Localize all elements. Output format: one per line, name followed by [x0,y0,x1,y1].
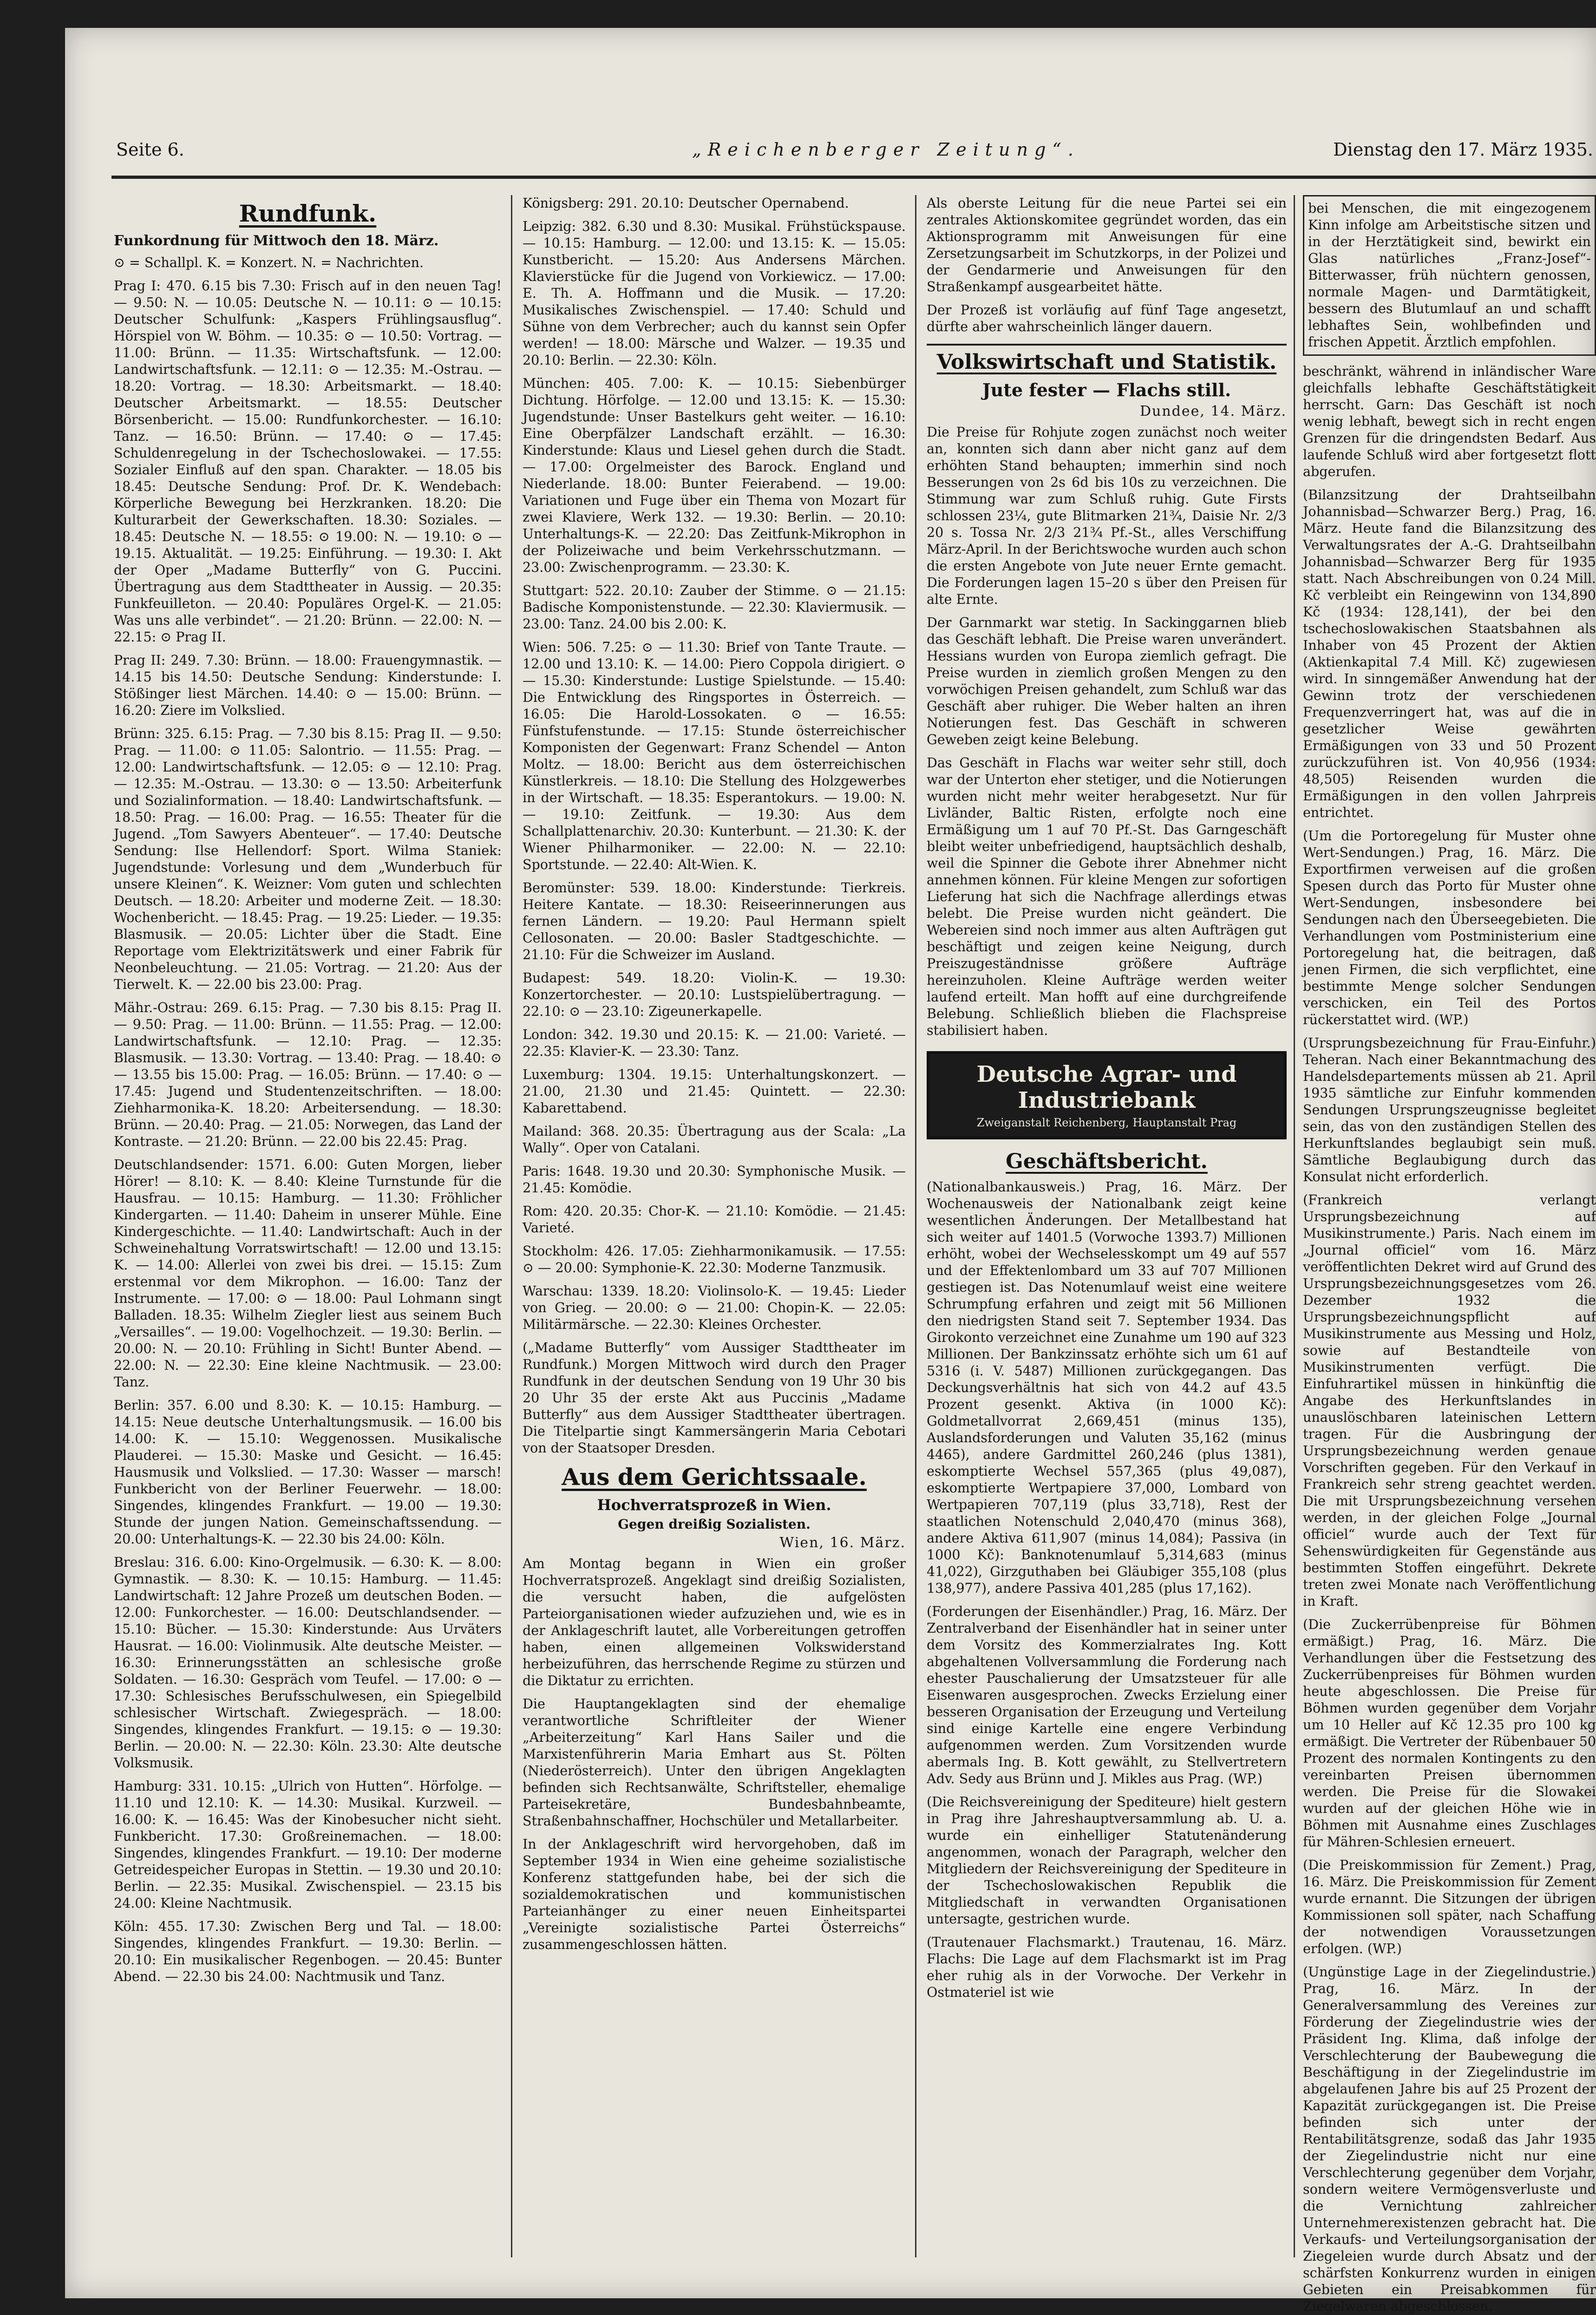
column-business [1303,195,1596,2314]
economy-dateline: Dundee, 14. März. [1139,403,1287,419]
radio-paragraph: ⊙ = Schallpl. K. = Konzert. N. = Nachrichten. [114,255,424,270]
court-paragraph: Am Montag begann in Wien ein großer Hochverratsprozeß. Angeklagt sind dreißig Sozialisten, die versucht haben, die aufgelösten Parteiorganisationen wieder aufzuziehen und, wie es in der Anklageschrift lautet, alle Vorbereitungen getroffen haben, einen allgemeinen Volkswiderstand herbeizuführen, das herrschende Regime zu stürzen und die Diktatur zu errichten. [523,1556,906,1688]
bitterwasser-notice-box [1303,195,1596,356]
radio-paragraph: Paris: 1648. 19.30 und 20.30: Symphonische Musik. — 21.45: Komödie. [523,1164,906,1196]
section-title-report: Geschäftsbericht. [1006,1150,1208,1173]
economy-paragraph: Die Preise für Rohjute zogen zunächst noch weiter an, konnten sich dann aber nicht ganz auf dem erhöhten Stand behaupten; immerhin sind noch Besserungen von 2s 6d bis 10s zu verzeichnen. Die Stimmung war zum Schluß ruhig. Gute Firsts schlossen 23¼, gute Blitmarken 21¾, Daisie Nr. 2/3 20 s. Tossa Nr. 2/3 21¾ Pf.-St., alles Verschiffung März-April. In der Berichtswoche wurden auch schon die ersten Angebote von Jute neuer Ernte gemacht. Die Forderungen lagen 15–20 s über den Preisen für alte Ernte. [927,425,1287,607]
report-paragraph: (Forderungen der Eisenhändler.) Prag, 16. März. Der Zentralverband der Eisenhändler hat in seiner unter dem Vorsitz des Kommerzialrates Ing. Kott abgehaltenen Vollversammlung die Forderung nach ehester Pauschalierung der Umsatzsteuer für alle Eisenwaren ausgesprochen. Zwecks Erzielung einer besseren Organisation der Erzeugung und Verteilung sind einige Kartelle eine engere Verbindung aufgenommen werden. Zum Vorsitzenden wurde abermals Ing. B. Kott gewählt, zu Stellvertretern Adv. Sedy aus Brünn und J. Mikles aus Prag. (WP.) [927,1604,1287,1786]
column-economy [927,195,1287,2267]
bitterwasser-notice: bei Menschen, die mit eingezogenem Kinn infolge am Arbeitstische sitzen und in der Herztätigkeit sind, bewirkt ein Glas natürliches „Franz-Josef“-Bitterwasser, früh nüchtern genossen, normale Magen- und Darmtätigkeit, bessern des Blutumlauf an und schafft lebhaftes Sein, wohlbefinden und frischen Appetit. Ärztlich empfohlen. [1308,201,1591,350]
column-divider [915,195,916,2257]
radio-paragraph: Köln: 455. 17.30: Zwischen Berg und Tal. — 18.00: Singendes, klingendes Frankfurt. — 19.30: Berlin. — 20.10: Ein musikalischer Regenbogen. — 20.45: Bunter Abend. — 22.30 bis 24.00: Nachtmusik und Tanz. [114,1919,502,1984]
business-paragraph: (Frankreich verlangt Ursprungsbezeichnung auf Musikinstrumente.) Paris. Nach einem im „Journal officiel“ vom 16. März veröffentlichten Dekret wird auf Grund des Ursprungsbezeichnungsgesetzes vom 26. Dezember 1932 die Ursprungsbezeichnungspflicht auf Musikinstrumente aus Messing und Holz, sowie auf Bestandteile von Musikinstrumenten verfügt. Die Einfuhrartikel müssen in hinkünftig die Angabe des Herkunftslandes in unauslöschbaren lateinischen Lettern tragen. Für die Ausbringung der Ursprungsbezeichnung werden genaue Vorschriften gegeben. Für den Verkauf in Frankreich sehr streng geachtet werden. Die mit Ursprungsbezeichnung versehen werden, in der gleichen Folge „Journal officiel“ wurde auch der Text für Sehenswürdigkeiten für Gegenstände aus bestimmten Stoffen eingeführt. Dekrete treten zwei Monate nach Veröffentlichung in Kraft. [1303,1192,1596,1609]
bank-advertisement [927,1051,1287,1139]
newspaper-page [65,28,1596,2314]
radio-paragraph: Prag II: 249. 7.30: Brünn. — 18.00: Frauengymnastik. — 14.15 bis 14.50: Deutsche Sendung: Kinderstunde: I. Stößinger liest Märchen. 14.40: ⊙ — 15.00: Brünn. — 16.20: Ziere im Volkslied. [114,653,502,718]
report-paragraph: (Nationalbankausweis.) Prag, 16. März. Der Wochenausweis der Nationalbank zeigt keine wesentlichen Änderungen. Der Metallbestand hat sich weiter auf 1401.5 (Vorwoche 1393.7) Millionen erhöht, wobei der Wechselesskompt um 49 auf 557 und der Effektenlombard um 33 auf 707 Millionen gestiegen ist. Das Notenumlauf weist eine weitere Schrumpfung erfahren und zeigt mit 56 Millionen den niedrigsten Stand seit 7. September 1934. Das Girokonto verzeichnet eine Zunahme um 190 auf 323 Millionen. Der Bankzinssatz erhöhte sich um 61 auf 5316 (i. V. 5487) Millionen zurückgegangen. Das Deckungsverhältnis hat sich von 44.2 auf 43.5 Prozent gesenkt. Aktiva (in 1000 Kč): Goldmetallvorrat 2,669,451 (minus 135), Auslandsforderungen und Valuten 35,162 (minus 4465), andere Gardmittel 260,246 (plus 1381), eskomptierte Wechsel 557,365 (plus 49,087), eskomptierte Wertpapiere 37,000, Lombard von Wertpapieren 707,119 (plus 33,718), Rest der staatlichen Notenschuld 2,040,470 (minus 368), andere Aktiva 611,907 (minus 14,084); Passiva (in 1000 Kč): Banknotenumlauf 5,314,683 (minus 41,022), Girzguthaben bei Gläubiger 355,108 (plus 138,977), andere Passiva 401,285 (plus 17,162). [927,1179,1287,1596]
column-divider [1294,195,1295,2257]
business-paragraph: (Ungünstige Lage in der Ziegelindustrie.) Prag, 16. März. In der Generalversammlung des Vereines zur Förderung der Ziegelindustrie wies der Präsident Ing. Klima, daß infolge der Verschlechterung der Baubewegung die Beschäftigung in der Ziegelindustrie im abgelaufenen Jahre bis auf 25 Prozent der Kapazität zurückgegangen ist. Die Preise befinden sich unter der Rentabilitätsgrenze, sodaß das Jahr 1935 der Ziegelindustrie nicht nur eine Verschlechterung gegenüber dem Vorjahr, sondern weitere Vermögensverluste und die Vernichtung zahlreicher Unternehmerexistenzen gebracht hat. Die Verkaufs- und Verteilungsorganisation der Ziegeleien wurde durch Absatz und der schärfsten Konkurrenz wurden in einigen Gebieten ein Preisabkommen für Ziegelwaren abgeschlossen. [1303,1964,1596,2314]
radio-subtitle: Funkordnung für Mittwoch den 18. März. [114,233,439,249]
radio-paragraph: Deutschlandsender: 1571. 6.00: Guten Morgen, lieber Hörer! — 8.10: K. — 8.40: Kleine Turnstunde für die Hausfrau. — 10.15: Hamburg. — 11.30: Fröhlicher Kindergarten. — 11.40: Daheim in unserer Mühle. Eine Kindergeschichte. — 11.40: Landwirtschaft: Auch in der Schweinehaltung Vorratswirtschaft! — 12.00 und 13.15: K. — 14.00: Allerlei von zwei bis drei. — 15.15: Zum erstenmal vor dem Mikrophon. — 16.00: Tanz der Instrumente. — 17.00: ⊙ — 18.00: Paul Lohmann singt Balladen. 18.35: Wilhelm Ziegler liest aus seinem Buch „Versailles“. — 19.00: Vogelhochzeit. — 19.30: Berlin. — 20.00: N. — 20.10: Frühling in Sicht! Bunter Abend. — 22.00: N. — 22.30: Eine kleine Nachtmusik. — 23.00: Tanz. [114,1157,502,1390]
business-paragraph: beschränkt, während in inländischer Ware gleichfalls lebhafte Geschäftstätigkeit herrscht. Garn: Das Geschäft ist noch wenig lebhaft, bewegt sich in recht engen Grenzen für die dringendsten Bedarf. Aus laufende Schluß wird aber fortgesetzt flott abgerufen. [1303,364,1596,479]
radio-paragraph: Berlin: 357. 6.00 und 8.30: K. — 10.15: Hamburg. — 14.15: Neue deutsche Unterhaltungsmusik. — 16.00 bis 14.00: K. — 15.10: Weggenossen. Musikalische Plauderei. — 15.30: Maske und Gesicht. — 16.45: Hausmusik und Volkslied. — 17.30: Wasser — marsch! Funkbericht von der Berliner Feuerwehr. — 18.00: Singendes, klingendes Frankfurt. — 19.00 — 19.30: Stunde der jungen Nation. Gemeinschaftssendung. — 20.00: Unterhaltungs-K. — 22.30 bis 24.00: Köln. [114,1398,502,1547]
radio-paragraph: London: 342. 19.30 und 20.15: K. — 21.00: Varieté. — 22.35: Klavier-K. — 23.30: Tanz. [523,1027,906,1059]
radio-paragraph: Brünn: 325. 6.15: Prag. — 7.30 bis 8.15: Prag II. — 9.50: Prag. — 11.00: ⊙ 11.05: Salontrio. — 11.55: Prag. — 12.00: Landwirtschaftsfunk. — 12.05: ⊙ — 12.10: Prag. — 12.35: M.-Ostrau. — 13.30: ⊙ — 13.50: Arbeiterfunk und Sozialinformation. — 18.40: Landwirtschaftsfunk. — 18.50: Prag. — 16.00: Prag. — 16.55: Theater für die Jugend. „Tom Sawyers Abenteuer“. — 17.40: Deutsche Sendung: Ilse Hellendorf: Sport. Wilma Staniek: Jugendstunde: Vorlesung und dem „Wunderbuch für unsere Kleinen“. K. Weizner: Vom guten und schlechten Deutsch. — 18.20: Arbeiter und moderne Zeit. — 18.30: Wochenbericht. — 18.45: Prag. — 19.25: Lieder. — 19.35: Blasmusik. — 20.05: Lichter über die Stadt. Eine Reportage vom Elektrizitätswerk und einer Fabrik für Neonbeleuchtung. — 21.05: Vortrag. — 21.20: Aus der Tierwelt. K. — 22.00 bis 23.00: Prag. [114,726,502,992]
bank-ad-branch: Zweiganstalt Reichenberg, Hauptanstalt Prag [976,1116,1237,1129]
economy-paragraph: Der Garnmarkt war stetig. In Sackinggarnen blieb das Geschäft lebhaft. Die Preise waren unverändert. Hessians wurden von Europa ziemlich gefragt. Die Preise wurden in ziemlich großen Mengen zu den vorwöchigen Preisen gehandelt, zum Schluß war das Geschäft aber ruhiger. Die Weber halten an ihren Notierungen fest. Das Geschäft in schweren Geweben zeigt keine Belebung. [927,615,1287,747]
radio-paragraph: Leipzig: 382. 6.30 und 8.30: Musikal. Frühstückspause. — 10.15: Hamburg. — 12.00: und 13.15: K. — 15.05: Kunstbericht. — 15.20: Aus Andersens Märchen. Klavierstücke für die Jugend von Vorkiewicz. — 17.00: E. Th. A. Hoffmann und die Musik. — 17.20: Musikalisches Zwischenspiel. — 17.40: Schuld und Sühne von dem Verbrecher; auch du kannst sein Opfer werden! — 18.00: Märsche und Walzer. — 19.35 und 20.10: Berlin. — 22.30: Köln. [523,219,906,368]
business-paragraph: (Ursprungsbezeichnung für Frau-Einfuhr.) Teheran. Nach einer Bekanntmachung des Handelsdepartements müssen ab 21. April 1935 sämtliche zur Einfuhr kommenden Sendungen Ursprungszeugnisse begleitet sein, das von den zuständigen Stellen des Herkunftslandes beglaubigt sein muß. Sämtliche Beglaubigung durch das Konsulat nicht erforderlich. [1303,1035,1596,1184]
radio-paragraph: Prag I: 470. 6.15 bis 7.30: Frisch auf in den neuen Tag! — 9.50: N. — 10.05: Deutsche N. — 10.11: ⊙ — 10.15: Deutscher Schulfunk: „Kaspers Frühlingsausflug“. Hörspiel von W. Böhm. — 10.35: ⊙ — 10.50: Vortrag. — 11.00: Brünn. — 11.35: Wirtschaftsfunk. — 12.00: Landwirtschaftsfunk. — 12.11: ⊙ — 12.35: M.-Ostrau. — 18.20: Vortrag. — 18.30: Arbeitsmarkt. — 18.40: Deutscher Arbeitsmarkt. — 18.55: Deutscher Börsenbericht. — 15.00: Rundfunkorchester. — 16.10: Tanz. — 16.50: Brünn. — 17.40: ⊙ — 17.45: Schuldenregelung in der Tschechoslowakei. — 17.55: Sozialer Einfluß auf den span. Charakter. — 18.05 bis 18.45: Deutsche Sendung: Prof. Dr. K. Wendebach: Körperliche Bewegung bei Herzkranken. 18.20: Die Kulturarbeit der Gewerkschaften. 18.30: Soziales. — 18.45: Deutsche N. — 18.55: ⊙ 19.00: N. — 19.10: ⊙ — 19.15. Aktualität. — 19.25: Einführung. — 19.30: I. Akt der Oper „Madame Butterfly“ von G. Puccini. Übertragung aus dem Stadttheater in Aussig. — 20.35: Funkfeuilleton. — 20.40: Populäres Orgel-K. — 21.05: Was uns alle verbindet“. — 21.20: Brünn. — 22.00: N. — 22.15: ⊙ Prag II. [114,278,502,645]
section-title-rundfunk: Rundfunk. [239,200,377,227]
business-paragraph: (Bilanzsitzung der Drahtseilbahn Johannisbad—Schwarzer Berg.) Prag, 16. März. Heute fand die Bilanzsitzung des Verwaltungsrates der A.-G. Drahtseilbahn Johannisbad—Schwarzer Berg für 1935 statt. Nach Abschreibungen von 0.24 Mill. Kč verbleibt ein Reingewinn von 134,890 Kč (1934: 128,141), der bei den tschechoslowakischen Staatsbahnen als Inhaber von 45 Prozent der Aktien (Aktienkapital 7.4 Mill. Kč) zugewiesen wird. In sinngemäßer Anwendung hat der Gewinn trotz der verschiedenen Frequenzverringert hat, was auf die in gesetzlicher Weise gewährten Ermäßigungen von 33 und 50 Prozent zurückzuführen ist. Von 40,956 (1934: 48,505) Reisenden wurden die Ermäßigungen in den vollen Jahrpreis entrichtet. [1303,487,1596,820]
radio-paragraph: München: 405. 7.00: K. — 10.15: Siebenbürger Dichtung. Hörfolge. — 12.00 und 13.15: K. — 15.30: Jugendstunde: Unser Bastelkurs geht weiter. — 16.10: Eine Oberpfälzer Landschaft erzählt. — 16.30: Kinderstunde: Klaus und Liesel gehen durch die Stadt. — 17.00: Orgelmeister des Barock. England und Niederlande. 18.00: Bunter Feierabend. — 19.00: Variationen und Fuge über ein Thema von Mozart für zwei Klaviere, Werk 132. — 19.30: Berlin. — 20.10: Unterhaltungs-K. — 22.20: Das Zeitfunk-Mikrophon in der Polizeiwache und beim Verkehrsschutzmann. — 23.00: Zwischenprogramm. — 23.30: K. [523,376,906,575]
header-rule [111,176,1596,179]
page-header [116,139,1593,172]
radio-paragraph: Rom: 420. 20.35: Chor-K. — 21.10: Komödie. — 21.45: Varieté. [523,1203,906,1236]
radio-paragraph: Hamburg: 331. 10.15: „Ulrich von Hutten“. Hörfolge. — 11.10 und 12.10: K. — 14.30: Musikal. Kurzweil. — 16.00: K. — 16.45: Was der Kinobesucher nicht sieht. Funkbericht. 17.30: Großreinemachen. — 18.00: Singendes, klingendes Frankfurt. — 19.10: Der moderne Getreidespeicher Europas in Stettin. — 19.30 und 20.10: Berlin. — 22.35: Musikal. Zwischenspiel. — 23.15 bis 24.00: Kleine Nachtmusik. [114,1779,502,1911]
page-number: Seite 6. [116,139,184,160]
radio-paragraph: Breslau: 316. 6.00: Kino-Orgelmusik. — 6.30: K. — 8.00: Gymnastik. — 8.30: K. — 10.15: Hamburg. — 11.45: Landwirtschaft: 12 Jahre Prozeß um deutschen Boden. — 12.00: Funkorchester. — 16.00: Deutschlandsender. — 15.10: Bücher. — 15.30: Kinderstunde: Aus Urväters Hausrat. — 16.00: Violinmusik. Alte deutsche Meister. — 16.30: Erinnerungsstätten an schlesische große Soldaten. — 16.30: Gespräch vom Teufel. — 17.00: ⊙ — 17.30: Schlesisches Berufsschulwesen, ein Spiegelbild schlesischer Wirtschaft. Zwiegespräch. — 18.00: Singendes, klingendes Frankfurt. — 19.15: ⊙ — 19.30: Berlin. — 20.00: N. — 22.30: Köln. 23.30: Alte deutsche Volksmusik. [114,1555,502,1771]
radio-paragraph: Mähr.-Ostrau: 269. 6.15: Prag. — 7.30 bis 8.15: Prag II. — 9.50: Prag. — 11.00: Brünn. — 11.55: Prag. — 12.00: Landwirtschaftsfunk. — 12.10: Prag. — 12.35: Blasmusik. — 13.30: Vortrag. — 13.40: Prag. — 18.40: ⊙ — 13.55 bis 15.00: Prag. — 16.05: Brünn. — 17.40: ⊙ — 17.45: Jugend und Studentenzeitschriften. — 18.00: Ziehharmonika-K. 18.20: Arbeitersendung. — 18.30: Brünn. — 20.40: Prag. — 21.05: Norwegen, das Land der Kontraste. — 21.20: Brünn. — 22.00 bis 22.45: Prag. [114,1000,502,1149]
radio-paragraph: Budapest: 549. 18.20: Violin-K. — 19.30: Konzertorchester. — 20.10: Lustspielübertragung. — 22.10: ⊙ — 23.10: Zigeunerkapelle. [523,970,906,1019]
radio-paragraph: Stuttgart: 522. 20.10: Zauber der Stimme. ⊙ — 21.15: Badische Komponistenstunde. — 22.30: Klaviermusik. — 23.00: Tanz. 24.00 bis 2.00: K. [523,583,906,632]
radio-paragraph: Mailand: 368. 20.35: Übertragung aus der Scala: „La Wally“. Oper von Catalani. [523,1124,906,1156]
column-radio [114,195,502,2267]
section-title-court: Aus dem Gerichtssaale. [562,1463,867,1491]
radio-paragraph: Königsberg: 291. 20.10: Deutscher Opernabend. [523,196,849,211]
court-paragraph: Der Prozeß ist vorläufig auf fünf Tage angesetzt, dürfte aber wahrscheinlich länger dauern. [927,302,1287,334]
butterfly-notice: („Madame Butterfly“ vom Aussiger Stadttheater im Rundfunk.) Morgen Mittwoch wird durch den Prager Rundfunk in der deutschen Sendung von 19 Uhr 30 bis 20 Uhr 35 der erste Akt aus Puccinis „Madame Butterfly“ aus dem Aussiger Stadttheater übertragen. Die Titelpartie singt Kammersängerin Maria Cebotari von der Staatsoper Dresden. [523,1340,906,1456]
radio-paragraph: Beromünster: 539. 18.00: Kinderstunde: Tierkreis. Heitere Kantate. — 18.30: Reiseerinnerungen aus fernen Ländern. — 19.20: Paul Hermann spielt Cellosonaten. — 20.00: Basler Stadtgeschichte. — 21.10: Für die Schweizer im Ausland. [523,880,906,962]
business-paragraph: (Die Zuckerrübenpreise für Böhmen ermäßigt.) Prag, 16. März. Die Verhandlungen über die Festsetzung des Zuckerrübenpreises für Böhmen wurden heute abgeschlossen. Die Preise für Böhmen wurden gegenüber dem Vorjahr um 10 Heller auf Kč 12.35 pro 100 kg ermäßigt. Die Vertreter der Rübenbauer 50 Prozent des normalen Kontingents zu den vereinbarten Preisen übernommen werden. Die Preise für die Slowakei wurden auf der gleichen Höhe wie in Böhmen mit Ausnahme eines Zuschlages für Mähren-Schlesien erneuert. [1303,1617,1596,1850]
court-subheadline: Gegen dreißig Sozialisten. [618,1517,811,1532]
business-paragraph: (Um die Portoregelung für Muster ohne Wert-Sendungen.) Prag, 16. März. Die Exportfirmen verweisen auf die großen Spesen durch das Porto für Muster ohne Wert-Sendungen, insbesondere bei Sendungen nach den Überseegebieten. Die Verhandlungen vom Postministerium eine Portoregelung hat, die beitragen, daß jenen Firmen, die sich verpflichtet, eine bestimmte Menge solcher Sendungen verschicken, ein Teil des Portos rückerstattet wird. (WP.) [1303,828,1596,1027]
economy-headline: Jute fester — Flachs still. [982,379,1231,400]
court-paragraph: Als oberste Leitung für die neue Partei sei ein zentrales Aktionskomitee gegründet worden, das ein Aktionsprogramm mit Anweisungen für eine Zersetzungsarbeit im Schutzkorps, in der Polizei und der Gendarmerie und Anweisungen für den Straßenkampf ausgearbeitet hätte. [927,196,1287,294]
court-paragraph: Die Hauptangeklagten sind der ehemalige verantwortliche Schriftleiter der Wiener „Arbeiterzeitung“ Karl Hans Sailer und die Marxistenführerin Maria Emhart aus St. Pölten (Niederösterreich). Unter den übrigen Angeklagten befinden sich Rechtsanwälte, Schriftsteller, ehemalige Parteisekretäre, Bundesbahnbeamte, Straßenbahnschaffner, Hochschüler und Metallarbeiter. [523,1696,906,1829]
section-divider [927,344,1287,346]
column-radio-court [523,195,906,2267]
radio-paragraph: Wien: 506. 7.25: ⊙ — 11.30: Brief von Tante Traute. — 12.00 und 13.10: K. — 14.00: Piero Coppola dirigiert. ⊙ — 15.30: Kinderstunde: Lustige Spielstunde. — 15.40: Die Entwicklung des Ringsportes in Österreich. — 16.05: Die Harold-Lossokaten. ⊙ — 16.55: Fünfstufenstunde. — 17.15: Stunde österreichischer Komponisten der Gegenwart: Franz Schendel — Anton Moltz. — 18.00: Bericht aus dem österreichischen Künstlerkreis. — 18.10: Die Stellung des Holzgewerbes in der Wirtschaft. — 18.35: Esperantokurs. — 19.00: N. — 19.10: Zeitfunk. — 19.30: Aus dem Schallplattenarchiv. 20.30: Kunterbunt. — 21.30: K. der Wiener Philharmoniker. — 22.00: N. — 22.10: Sportstunde. — 22.40: Alt-Wien. K. [523,640,906,872]
court-dateline: Wien, 16. März. [779,1535,906,1551]
economy-paragraph: Das Geschäft in Flachs war weiter sehr still, doch war der Unterton eher stetiger, und die Notierungen wurden nicht mehr weiter herabgesetzt. Nur für Livländer, Baltic Risten, erfolgte noch eine Ermäßigung um 1 auf 70 Pf.-St. Das Garngeschäft bleibt weiter unbefriedigend, hauptsächlich deshalb, weil die Spinner die Gebote ihrer Abnehmer nicht annehmen können. Für kleine Mengen zur sofortigen Lieferung hat sich die Nachfrage allerdings etwas belebt. Die Preise wurden nicht geändert. Die Webereien sind noch immer aus alten Aufträgen gut beschäftigt und zeigen keine Neigung, durch Preiszugeständnisse größere Aufträge hereinzuholen. Kleine Aufträge werden weiter laufend erteilt. Man hofft auf eine durchgreifende Belebung. Schließlich blieben die Flachspreise stabilisiert haben. [927,755,1287,1038]
court-headline: Hochverratsprozeß in Wien. [597,1496,831,1514]
radio-paragraph: Warschau: 1339. 18.20: Violinsolo-K. — 19.45: Lieder von Grieg. — 20.00: ⊙ — 21.00: Chopin-K. — 22.05: Militärmärsche. — 22.30: Kleines Orchester. [523,1283,906,1332]
radio-paragraph: Luxemburg: 1304. 19.15: Unterhaltungskonzert. — 21.00, 21.30 und 21.45: Quintett. — 22.30: Kabarettabend. [523,1067,906,1116]
report-paragraph: (Die Reichsvereinigung der Spediteure) hielt gestern in Prag ihre Jahreshauptversammlung ab. U. a. wurde ein einhelliger Statutenänderung angenommen, wonach der Paragraph, welcher den Mitgliedern der Reichsvereinigung der Spediteure in der Tschechoslowakischen Republik die Mitgliedschaft in verwandten Organisationen untersagte, gestrichen wurde. [927,1794,1287,1927]
newspaper-title: „Reichenberger Zeitung“. [692,139,1080,160]
section-title-economy: Volkswirtschaft und Statistik. [936,350,1277,374]
radio-paragraph: Stockholm: 426. 17.05: Ziehharmonikamusik. — 17.55: ⊙ — 20.00: Symphonie-K. 22.30: Moderne Tanzmusik. [523,1243,906,1275]
business-paragraph: (Die Preiskommission für Zement.) Prag, 16. März. Die Preiskommission für Zement wurde ernannt. Die Sitzungen der übrigen Kommissionen soll später, nach Schaffung der notwendigen Voraussetzungen erfolgen. (WP.) [1303,1857,1596,1956]
report-paragraph: (Trautenauer Flachsmarkt.) Trautenau, 16. März. Flachs: Die Lage auf dem Flachsmarkt ist im Prag eher ruhig als in der Vorwoche. Der Verkehr in Ostmateriel ist wie [927,1935,1287,2000]
issue-date: Dienstag den 17. März 1935. [1333,139,1593,160]
column-divider [511,195,512,2257]
bank-ad-name: Deutsche Agrar- und Industriebank [976,1061,1237,1113]
court-paragraph: In der Anklageschrift wird hervorgehoben, daß im September 1934 in Wien eine geheime sozialistische Konferenz stattgefunden habe, bei der sich die sozialdemokratischen und kommunistischen Parteianhänger zu einer neuen Einheitspartei „Vereinigte sozialistische Partei Österreichs“ zusammengeschlossen hätten. [523,1837,906,1952]
